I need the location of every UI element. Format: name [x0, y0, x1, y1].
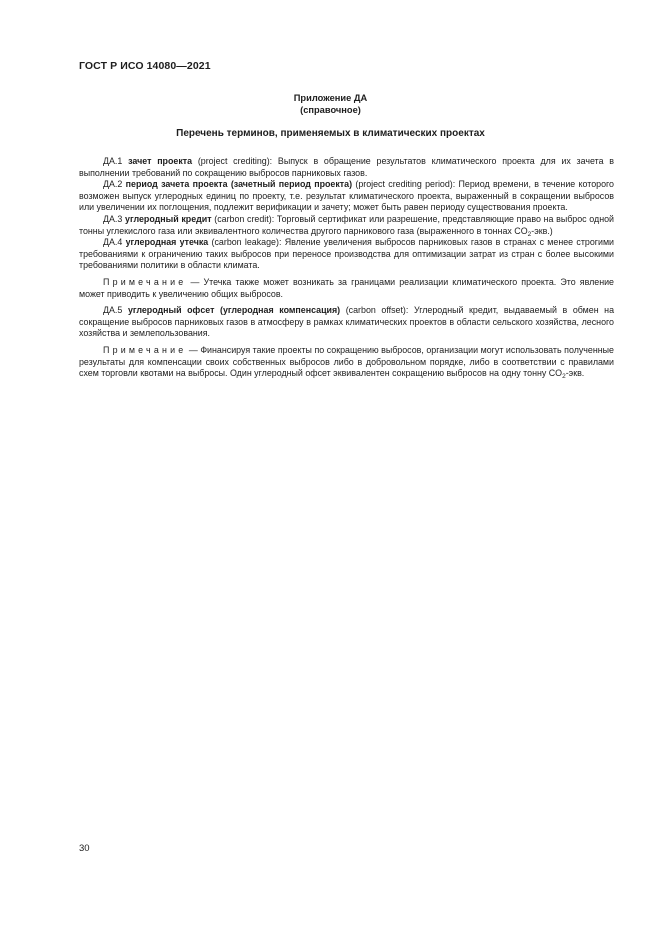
note-text: — Утечка также может возникать за границами реализации климатического проекта. Это явление может приводить к увеличению общих выбросов. [79, 276, 614, 299]
term-number: ДА.5 [103, 305, 123, 316]
term-english: (carbon leakage): [211, 237, 282, 248]
term-english: (project crediting): [197, 156, 273, 166]
term-da2 [79, 179, 614, 214]
subscript: 2 [562, 373, 566, 381]
term-english: (carbon credit): [214, 213, 275, 224]
term-number: ДА.3 [103, 213, 123, 224]
term-name: зачет проекта [128, 156, 193, 166]
note-2 [79, 345, 614, 380]
annex-label: Приложение ДА [293, 93, 368, 103]
subscript: 2 [527, 230, 532, 238]
term-name: углеродная утечка [125, 237, 209, 248]
annex-type: (справочное) [300, 104, 361, 115]
note-label: Примечание [103, 344, 187, 355]
annex-heading [0, 93, 661, 116]
term-definition: Углеродный кредит, выдаваемый в обмен на сокращение выбросов парниковых газов в атмосферу в рамках климатических проектов в области сельского хозяйства, лесного хозяйства и землепользования. [79, 305, 615, 339]
term-name: углеродный кредит [125, 213, 212, 224]
annex-title: Перечень терминов, применяемых в климатических проектах [176, 128, 485, 139]
note-1 [79, 277, 614, 300]
page-number: 30 [79, 843, 90, 854]
note-text: — Финансируя такие проекты по сокращению выбросов, организации могут использовать полученные результаты для компенсации своих собственных выбросов либо в добровольном порядке, либо в соответствии с правилами схем торговли квотами на выбросы. Один углеродный офсет эквивалентен сокращению выбросов на одну тонну CO [79, 344, 614, 379]
term-definition: Выпуск в обращение результатов климатического проекта для их зачета в выполнении требований по сокращению выбросов парниковых газов. [79, 156, 615, 178]
standard-code: ГОСТ Р ИСО 14080—2021 [79, 60, 211, 72]
term-definition: Период времени, в течение которого возможен выпуск углеродных единиц по проекту, т.е. результат климатического проекта, выраженный в сокращении выбросов или увеличении их поглощения, подлежит верификации и зачету; может быть равен периоду существования проекта. [79, 179, 614, 213]
term-english: (project crediting period): [355, 179, 456, 190]
term-number: ДА.2 [103, 179, 123, 190]
document-body [79, 156, 614, 380]
term-number: ДА.1 [103, 156, 123, 166]
term-english: (carbon offset): [345, 305, 409, 316]
term-definition: Явление увеличения выбросов парниковых газов в странах с менее строгими требованиями к ограничению таких выбросов при переносе производства для оптимизации затрат из стран с более высокими требованиями политики в области климата. [79, 237, 615, 271]
term-name: период зачета проекта (зачетный период проекта) [125, 179, 353, 190]
term-definition: Торговый сертификат или разрешение, представляющие право на выброс одной тонны углекислого газа или эквивалентного количества другого парникового газа (выраженного в тоннах CO [79, 213, 614, 236]
term-da3 [79, 214, 614, 237]
term-da5 [79, 305, 614, 340]
term-definition-end: -экв.) [531, 225, 553, 236]
term-number: ДА.4 [103, 237, 123, 248]
term-da1 [79, 156, 614, 179]
term-da4 [79, 237, 614, 272]
note-text-end: -экв. [565, 368, 585, 379]
term-name: углеродный офсет (углеродная компенсация) [127, 305, 341, 316]
note-label: Примечание [103, 276, 187, 287]
